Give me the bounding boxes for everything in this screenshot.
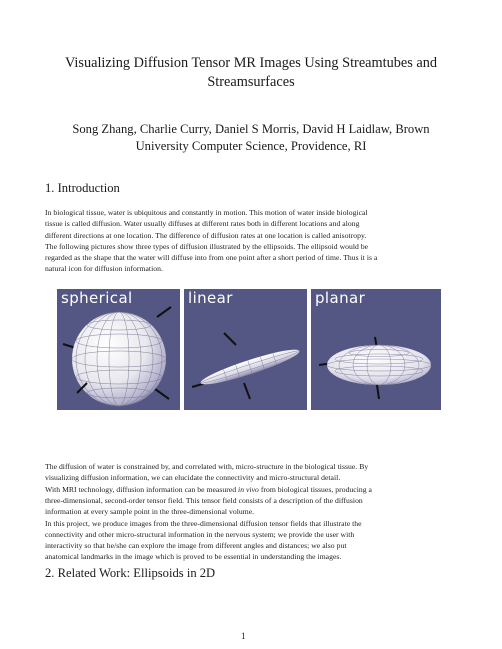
- section-heading-introduction: 1. Introduction: [45, 181, 120, 195]
- authors-line: Song Zhang, Charlie Curry, Daniel S Morris, David H Laidlaw, Brown: [72, 122, 430, 136]
- panel-label-planar: planar: [315, 289, 366, 307]
- body-paragraph-project: [45, 518, 465, 563]
- italic-term: in vivo: [238, 484, 259, 494]
- text-line: anatomical landmarks in the image which is proved to be essential in understanding the images.: [45, 552, 342, 562]
- text-line: connectivity and other micro-structural information in the nervous system; we provide the user with: [45, 529, 355, 539]
- ellipsoid-figure: [57, 289, 441, 410]
- text-line: natural icon for diffusion information.: [45, 264, 163, 274]
- text-line: different directions at one location. The difference of diffusion rates at one location is called anisotropy.: [45, 230, 367, 240]
- page-number: 1: [241, 631, 246, 641]
- text-line: three-dimensional, second-order tensor field. This tensor field consists of a description of the diffusion: [45, 495, 363, 505]
- sphere-shape: [72, 312, 166, 406]
- title-line: Visualizing Diffusion Tensor MR Images Using Streamtubes and: [64, 55, 438, 71]
- title-line: Streamsurfaces: [207, 74, 295, 90]
- linear-panel: [184, 289, 307, 410]
- spherical-panel: [57, 289, 180, 410]
- linear-ellipsoid-image: [184, 289, 307, 410]
- panel-label-linear: linear: [188, 289, 233, 307]
- text-line: In this project, we produce images from the three-dimensional diffusion tensor fields that illustrate the: [45, 518, 362, 528]
- text-line: visualizing diffusion information, we can elucidate the connectivity and micro-structural detail.: [45, 473, 341, 483]
- body-paragraph-diffusion: [45, 461, 465, 484]
- text-line: The diffusion of water is constrained by, and correlated with, micro-structure in the biological tissue. By: [45, 462, 369, 471]
- authors-line: University Computer Science, Providence, RI: [135, 139, 367, 153]
- planar-ellipsoid-shape: [327, 345, 431, 385]
- section-heading-related-work: 2. Related Work: Ellipsoids in 2D: [45, 566, 216, 580]
- planar-panel: [311, 289, 441, 410]
- intro-paragraph: [45, 207, 465, 275]
- body-paragraph-mri: [45, 484, 465, 518]
- planar-ellipsoid-image: [311, 289, 441, 410]
- text-line: information at every sample point in the three-dimensional volume.: [45, 507, 255, 517]
- panel-label-spherical: spherical: [61, 289, 133, 307]
- paper-title: [40, 54, 462, 92]
- text-line: In biological tissue, water is ubiquitous and constantly in motion. This motion of water inside biological: [45, 208, 368, 217]
- text-line: [45, 484, 465, 495]
- spherical-ellipsoid-image: [57, 289, 180, 410]
- text-line: tissue is called diffusion. Water usually diffuses at different rates both in different locations and along: [45, 219, 360, 229]
- text-line: regarded as the shape that the water will diffuse into from one point after a short period of time. Thus it is a: [45, 253, 378, 263]
- text-segment: from biological tissues, producing a: [258, 484, 372, 494]
- text-line: interactivity so that he/she can explore the image from different angles and distances; we also put: [45, 541, 347, 551]
- text-segment: With MRI technology, diffusion information can be measured: [45, 484, 239, 494]
- author-block: [40, 121, 462, 155]
- text-line: The following pictures show three types of diffusion illustrated by the ellipsoids. The ellipsoid would be: [45, 241, 369, 251]
